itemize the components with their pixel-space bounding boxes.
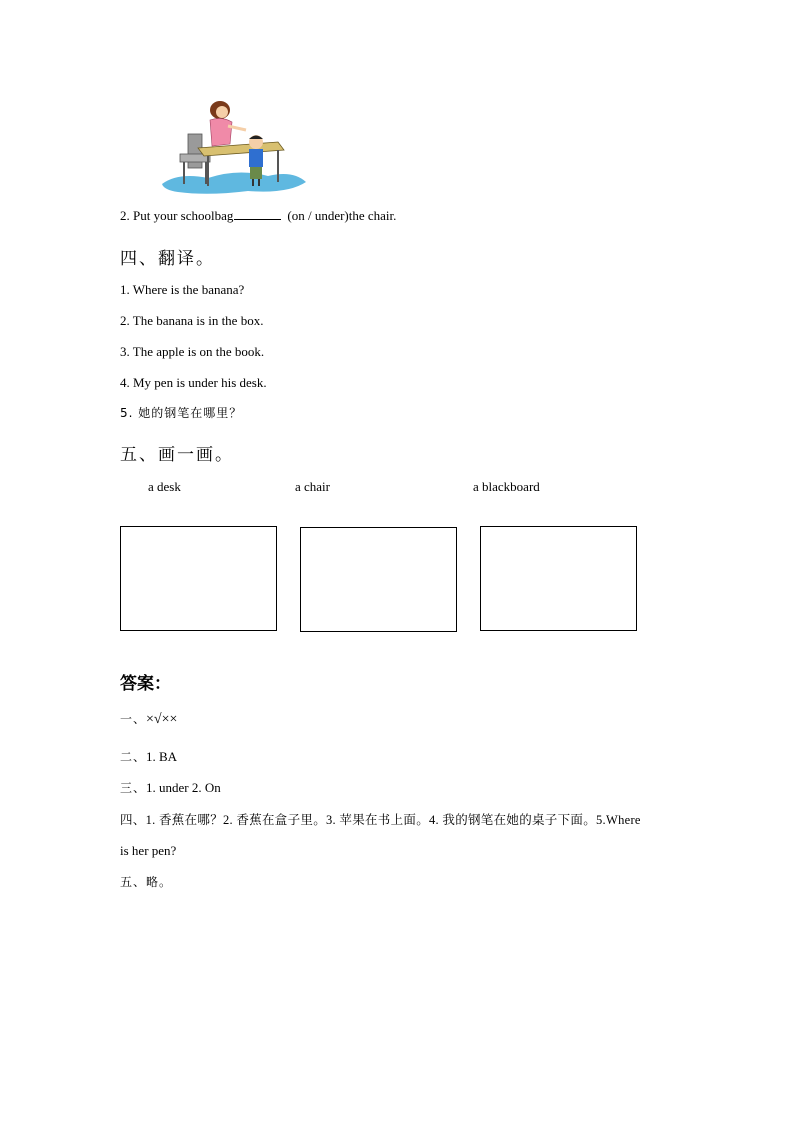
boy-shirt [249,149,263,167]
answer-line-2-prefix: 二、 [120,750,147,764]
section-4-item-1: 1. Where is the banana? [120,282,245,297]
section-4-title: 四、翻译。 [120,249,215,269]
answer-line-3-prefix: 三、 [120,781,147,795]
section-4-item-4: 4. My pen is under his desk. [120,375,267,390]
section-5-title: 五、画一画。 [120,445,234,465]
draw-box-desk[interactable] [120,526,277,631]
answer-line-2-text: 1. BA [146,749,178,764]
draw-box-chair[interactable] [300,527,457,632]
question-2-suffix: (on / under)the chair. [287,208,397,223]
answer-line-1 [120,711,177,728]
answer-line-1-prefix: 一、 [120,712,147,726]
section-4-item-3: 3. The apple is on the book. [120,344,265,359]
answer-line-1-marks: ×√×× [146,712,178,727]
answers-title: 答案： [120,674,171,694]
answer-line-5: is her pen? [120,843,177,858]
desk-top [198,142,284,156]
teacher-face [216,106,228,118]
section-4-item-2: 2. The banana is in the box. [120,313,264,328]
boy-pants [250,167,262,179]
teacher-boy-illustration [158,98,308,196]
answer-line-3 [120,780,221,796]
question-2 [120,208,396,224]
draw-box-blackboard[interactable] [480,526,637,631]
draw-label-blackboard: a blackboard [473,479,540,494]
teacher-top [210,118,232,146]
answer-line-6: 五、略。 [120,875,173,889]
draw-label-chair: a chair [295,479,331,494]
answer-line-3-text: 1. under 2. On [146,780,221,795]
section-4-item-5: 5. 她的钢笔在哪里？ [120,406,243,420]
question-2-prefix: 2. Put your schoolbag [120,208,234,223]
answer-line-4: 四、1. 香蕉在哪？2. 香蕉在盒子里。3. 苹果在书上面。4. 我的钢笔在她的桌子下面。5.Where [120,813,641,827]
question-2-blank[interactable] [234,208,281,220]
draw-label-desk: a desk [148,479,181,494]
answer-line-2 [120,749,177,765]
